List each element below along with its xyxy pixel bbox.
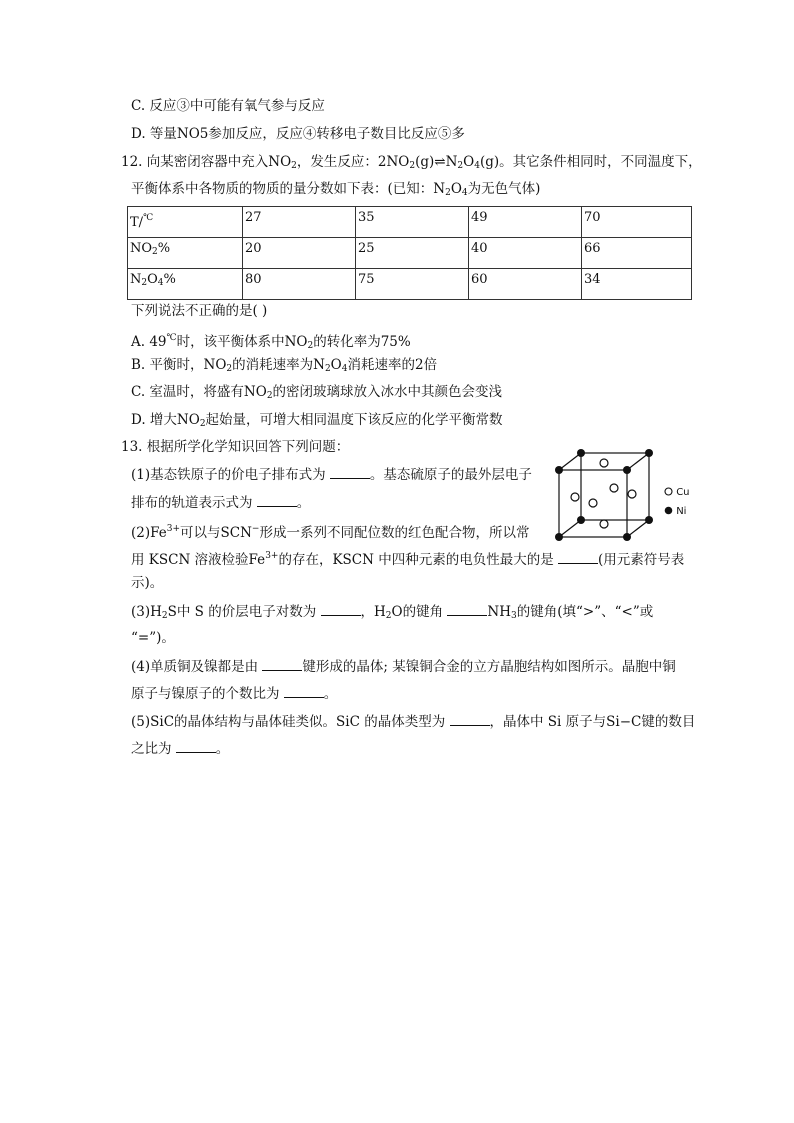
- table-row: [128, 269, 692, 300]
- q13-part1-line1: (1)基态铁原子的价电子排布式为 。基态硫原子的最外层电子: [131, 464, 532, 485]
- answer-blank[interactable]: [450, 711, 490, 726]
- table-cell: 70: [582, 207, 692, 238]
- answer-blank[interactable]: [330, 464, 370, 479]
- q13-part2-line2: 用 KSCN 溶液检验$Fe^{3+}$的存在，KSCN 中四种元素的电负性最大的是 (用元素符号表: [131, 551, 685, 568]
- q12-stem-line2: 平衡体系中各物质的物质的量分数如下表：(已知：$N_2O_4$为无色气体): [131, 181, 541, 198]
- table-cell: 66: [582, 238, 692, 269]
- table-cell: $N_2O_4\%$: [128, 269, 243, 300]
- table-cell: 25: [356, 238, 469, 269]
- open-circle-icon: [664, 487, 673, 496]
- answer-blank[interactable]: [262, 656, 302, 671]
- nickel-copper-unit-cell-diagram: [552, 448, 657, 543]
- table-cell: 34: [582, 269, 692, 300]
- answer-blank[interactable]: [176, 738, 216, 753]
- q13-part3-line1: $(3)H_2S$中 S 的价层电子对数为 ，$H_2O$的键角 $NH_3$的键角(填“>”、“<”或: [131, 601, 653, 626]
- table-cell: 60: [469, 269, 582, 300]
- q13-part5-line1: (5)SiC的晶体结构与晶体硅类似。SiC 的晶体类型为 ，晶体中 Si 原子与Si−C键的数目: [131, 711, 695, 732]
- q13-part4-line2: 原子与镍原子的个数比为 。: [131, 683, 337, 704]
- q13-stem: 13. 根据所学化学知识回答下列问题：: [121, 439, 350, 455]
- q12-option-b: B. 平衡时，$NO_2$的消耗速率为$N_2O_4$消耗速率的2倍: [131, 357, 438, 374]
- answer-blank[interactable]: [284, 683, 324, 698]
- q12-option-d: D. 增大$NO_2$起始量，可增大相同温度下该反应的化学平衡常数: [131, 412, 503, 429]
- table-cell: T/℃: [128, 207, 243, 238]
- q12-stem-line1: 12. 向某密闭容器中充入$NO_2$，发生反应：$2NO_2(g)\rightleftharpoons N_2O_4(g)$。其它条件相同时，不同温度下，: [121, 154, 702, 171]
- table-cell: 49: [469, 207, 582, 238]
- table-cell: 27: [243, 207, 356, 238]
- legend-ni: Ni: [664, 506, 686, 518]
- filled-circle-icon: [664, 506, 673, 515]
- q11-option-c: C. 反应③中可能有氧气参与反应: [131, 98, 325, 114]
- q12-option-c: C. 室温时，将盛有$NO_2$的密闭玻璃球放入冰水中其颜色会变浅: [131, 384, 503, 401]
- q13-part5-line2: 之比为 。: [131, 738, 229, 759]
- q13-part2-line1: $(2)Fe^{3+}$可以与SCN−形成一系列不同配位数的红色配合物，所以常: [131, 524, 530, 541]
- q13-part3-line2: “=”)。: [131, 630, 175, 646]
- table-cell: 40: [469, 238, 582, 269]
- table-cell: 35: [356, 207, 469, 238]
- table-row: [128, 238, 692, 269]
- table-header-row: [128, 207, 692, 238]
- answer-blank[interactable]: [558, 549, 598, 564]
- table-cell: $NO_2\%$: [128, 238, 243, 269]
- q12-question: 下列说法不正确的是( ): [131, 303, 268, 319]
- equilibrium-table: [127, 206, 692, 300]
- q13-part4-line1: (4)单质铜及镍都是由 键形成的晶体; 某镍铜合金的立方晶胞结构如图所示。晶胞中铜: [131, 656, 676, 677]
- table-cell: 80: [243, 269, 356, 300]
- q12-option-a: A. 49℃时，该平衡体系中$NO_2$的转化率为75%: [131, 333, 411, 351]
- q13-part2-line3: 示)。: [131, 575, 164, 591]
- answer-blank[interactable]: [321, 601, 361, 616]
- answer-blank[interactable]: [447, 601, 487, 616]
- answer-blank[interactable]: [257, 492, 297, 507]
- table-cell: 75: [356, 269, 469, 300]
- table-cell: 20: [243, 238, 356, 269]
- q11-option-d: D. 等量NO5参加反应，反应④转移电子数目比反应⑤多: [131, 126, 465, 142]
- legend-cu: Cu: [664, 487, 690, 499]
- q13-part1-line2: 排布的轨道表示式为 。: [131, 492, 310, 513]
